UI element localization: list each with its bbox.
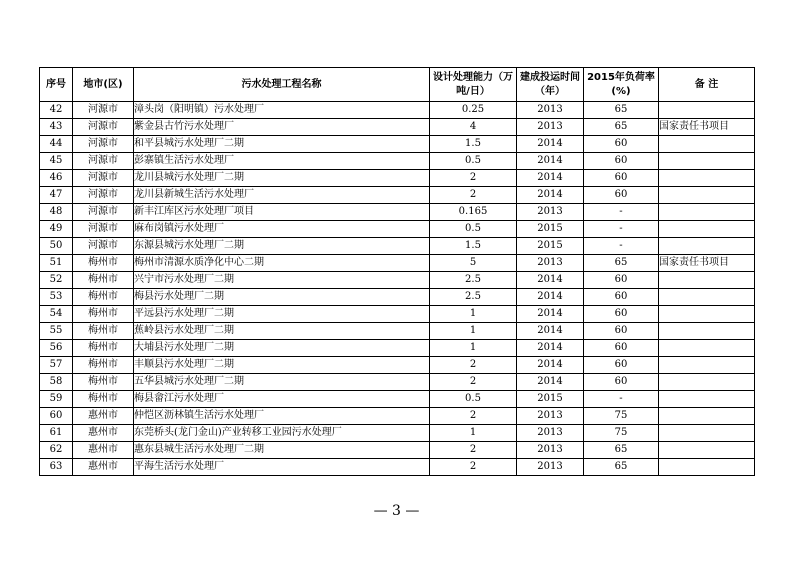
table-row [40, 136, 755, 153]
cell-seq: 60 [40, 408, 73, 425]
cell-name: 龙川县城污水处理厂二期 [134, 170, 430, 187]
cell-load: - [584, 238, 659, 255]
table-row [40, 289, 755, 306]
cell-load: 60 [584, 272, 659, 289]
cell-name: 平海生活污水处理厂 [134, 459, 430, 476]
cell-name: 东源县城污水处理厂二期 [134, 238, 430, 255]
table-row [40, 459, 755, 476]
cell-city: 梅州市 [73, 323, 134, 340]
cell-year: 2014 [517, 170, 584, 187]
cell-load: 60 [584, 153, 659, 170]
cell-remark [659, 374, 755, 391]
cell-seq: 55 [40, 323, 73, 340]
table-row [40, 391, 755, 408]
cell-remark [659, 323, 755, 340]
cell-load: 65 [584, 119, 659, 136]
cell-remark [659, 221, 755, 238]
cell-capacity: 1.5 [430, 238, 517, 255]
cell-remark [659, 136, 755, 153]
table-row [40, 204, 755, 221]
cell-name: 梅县污水处理厂二期 [134, 289, 430, 306]
cell-name: 大埔县污水处理厂二期 [134, 340, 430, 357]
cell-year: 2014 [517, 357, 584, 374]
cell-city: 惠州市 [73, 459, 134, 476]
cell-seq: 42 [40, 102, 73, 119]
cell-remark [659, 187, 755, 204]
cell-capacity: 2 [430, 442, 517, 459]
cell-city: 河源市 [73, 204, 134, 221]
cell-name: 漳头岗（阳明镇）污水处理厂 [134, 102, 430, 119]
cell-year: 2014 [517, 153, 584, 170]
cell-year: 2013 [517, 459, 584, 476]
cell-seq: 43 [40, 119, 73, 136]
cell-city: 河源市 [73, 102, 134, 119]
cell-seq: 48 [40, 204, 73, 221]
cell-load: 60 [584, 306, 659, 323]
header-row [40, 68, 755, 102]
cell-capacity: 2.5 [430, 289, 517, 306]
cell-year: 2013 [517, 425, 584, 442]
table-row [40, 153, 755, 170]
table-row [40, 357, 755, 374]
cell-name: 梅县畲江污水处理厂 [134, 391, 430, 408]
cell-load: 60 [584, 136, 659, 153]
cell-capacity: 0.5 [430, 391, 517, 408]
cell-capacity: 1 [430, 306, 517, 323]
cell-city: 河源市 [73, 187, 134, 204]
cell-year: 2014 [517, 340, 584, 357]
cell-capacity: 2 [430, 374, 517, 391]
cell-capacity: 2 [430, 187, 517, 204]
cell-city: 惠州市 [73, 408, 134, 425]
cell-remark [659, 272, 755, 289]
cell-seq: 54 [40, 306, 73, 323]
cell-capacity: 0.5 [430, 221, 517, 238]
cell-year: 2013 [517, 119, 584, 136]
cell-remark [659, 170, 755, 187]
cell-name: 梅州市清源水质净化中心二期 [134, 255, 430, 272]
cell-load: 60 [584, 340, 659, 357]
cell-remark [659, 408, 755, 425]
cell-load: 75 [584, 425, 659, 442]
header-load: 2015年负荷率(%) [584, 68, 659, 102]
cell-load: 75 [584, 408, 659, 425]
cell-city: 梅州市 [73, 289, 134, 306]
table-row [40, 340, 755, 357]
table-row [40, 255, 755, 272]
cell-seq: 45 [40, 153, 73, 170]
table-row [40, 221, 755, 238]
table-row [40, 102, 755, 119]
cell-year: 2014 [517, 272, 584, 289]
cell-year: 2014 [517, 289, 584, 306]
cell-load: - [584, 221, 659, 238]
header-capacity: 设计处理能力（万吨/日） [430, 68, 517, 102]
table-row [40, 374, 755, 391]
table-row [40, 408, 755, 425]
cell-seq: 47 [40, 187, 73, 204]
cell-city: 梅州市 [73, 357, 134, 374]
cell-capacity: 1 [430, 340, 517, 357]
cell-capacity: 5 [430, 255, 517, 272]
cell-name: 蕉岭县污水处理厂二期 [134, 323, 430, 340]
cell-remark [659, 289, 755, 306]
cell-capacity: 1 [430, 323, 517, 340]
header-remark: 备 注 [659, 68, 755, 102]
cell-load: - [584, 391, 659, 408]
cell-load: 60 [584, 289, 659, 306]
cell-city: 河源市 [73, 153, 134, 170]
cell-seq: 62 [40, 442, 73, 459]
cell-remark [659, 357, 755, 374]
cell-capacity: 2 [430, 459, 517, 476]
cell-city: 河源市 [73, 119, 134, 136]
cell-city: 梅州市 [73, 374, 134, 391]
cell-seq: 53 [40, 289, 73, 306]
cell-remark [659, 442, 755, 459]
table-row [40, 425, 755, 442]
cell-capacity: 2 [430, 170, 517, 187]
cell-name: 紫金县古竹污水处理厂 [134, 119, 430, 136]
cell-name: 平远县污水处理厂二期 [134, 306, 430, 323]
cell-seq: 63 [40, 459, 73, 476]
cell-city: 河源市 [73, 170, 134, 187]
cell-name: 五华县城污水处理厂二期 [134, 374, 430, 391]
cell-capacity: 2 [430, 408, 517, 425]
table-row [40, 238, 755, 255]
cell-remark [659, 391, 755, 408]
header-name: 污水处理工程名称 [134, 68, 430, 102]
table-row [40, 323, 755, 340]
cell-name: 仲恺区沥林镇生活污水处理厂 [134, 408, 430, 425]
header-seq: 序号 [40, 68, 73, 102]
cell-capacity: 0.25 [430, 102, 517, 119]
cell-year: 2015 [517, 221, 584, 238]
cell-city: 梅州市 [73, 306, 134, 323]
cell-load: 60 [584, 187, 659, 204]
cell-year: 2014 [517, 374, 584, 391]
cell-seq: 50 [40, 238, 73, 255]
cell-remark [659, 153, 755, 170]
cell-remark [659, 102, 755, 119]
cell-remark [659, 459, 755, 476]
cell-seq: 49 [40, 221, 73, 238]
table-row [40, 272, 755, 289]
cell-name: 惠东县城生活污水处理厂二期 [134, 442, 430, 459]
cell-name: 丰顺县污水处理厂二期 [134, 357, 430, 374]
cell-year: 2013 [517, 442, 584, 459]
cell-city: 惠州市 [73, 425, 134, 442]
cell-year: 2013 [517, 408, 584, 425]
cell-seq: 46 [40, 170, 73, 187]
cell-name: 龙川县新城生活污水处理厂 [134, 187, 430, 204]
cell-year: 2013 [517, 204, 584, 221]
cell-seq: 51 [40, 255, 73, 272]
cell-year: 2015 [517, 238, 584, 255]
cell-city: 河源市 [73, 221, 134, 238]
cell-city: 梅州市 [73, 391, 134, 408]
cell-capacity: 2.5 [430, 272, 517, 289]
cell-city: 梅州市 [73, 272, 134, 289]
cell-capacity: 2 [430, 357, 517, 374]
cell-name: 兴宁市污水处理厂二期 [134, 272, 430, 289]
cell-remark [659, 306, 755, 323]
cell-city: 河源市 [73, 136, 134, 153]
cell-year: 2014 [517, 323, 584, 340]
cell-load: - [584, 204, 659, 221]
cell-load: 65 [584, 459, 659, 476]
table-row [40, 170, 755, 187]
cell-load: 65 [584, 442, 659, 459]
cell-seq: 52 [40, 272, 73, 289]
cell-load: 60 [584, 374, 659, 391]
cell-remark: 国家责任书项目 [659, 119, 755, 136]
cell-seq: 59 [40, 391, 73, 408]
cell-remark [659, 340, 755, 357]
header-city: 地市(区) [73, 68, 134, 102]
cell-load: 60 [584, 323, 659, 340]
cell-seq: 44 [40, 136, 73, 153]
cell-capacity: 1.5 [430, 136, 517, 153]
cell-load: 65 [584, 255, 659, 272]
table-row [40, 187, 755, 204]
table-row [40, 306, 755, 323]
cell-capacity: 0.5 [430, 153, 517, 170]
cell-remark [659, 425, 755, 442]
table-row [40, 442, 755, 459]
cell-name: 东莞桥头(龙门金山)产业转移工业园污水处理厂 [134, 425, 430, 442]
cell-name: 麻布岗镇污水处理厂 [134, 221, 430, 238]
header-year: 建成投运时间（年） [517, 68, 584, 102]
cell-remark: 国家责任书项目 [659, 255, 755, 272]
cell-capacity: 0.165 [430, 204, 517, 221]
cell-city: 河源市 [73, 238, 134, 255]
cell-name: 彭寨镇生活污水处理厂 [134, 153, 430, 170]
cell-year: 2013 [517, 102, 584, 119]
cell-load: 60 [584, 357, 659, 374]
cell-city: 惠州市 [73, 442, 134, 459]
cell-year: 2014 [517, 187, 584, 204]
cell-seq: 61 [40, 425, 73, 442]
cell-load: 60 [584, 170, 659, 187]
table-row [40, 119, 755, 136]
cell-load: 65 [584, 102, 659, 119]
cell-capacity: 1 [430, 425, 517, 442]
cell-seq: 56 [40, 340, 73, 357]
cell-city: 梅州市 [73, 340, 134, 357]
cell-year: 2014 [517, 306, 584, 323]
cell-name: 和平县城污水处理厂二期 [134, 136, 430, 153]
cell-name: 新丰江库区污水处理厂项目 [134, 204, 430, 221]
cell-remark [659, 238, 755, 255]
cell-year: 2015 [517, 391, 584, 408]
page-number: — 3 — [373, 503, 420, 519]
cell-year: 2014 [517, 136, 584, 153]
project-table [39, 67, 755, 476]
cell-city: 梅州市 [73, 255, 134, 272]
cell-seq: 57 [40, 357, 73, 374]
cell-year: 2013 [517, 255, 584, 272]
cell-remark [659, 204, 755, 221]
cell-seq: 58 [40, 374, 73, 391]
cell-capacity: 4 [430, 119, 517, 136]
